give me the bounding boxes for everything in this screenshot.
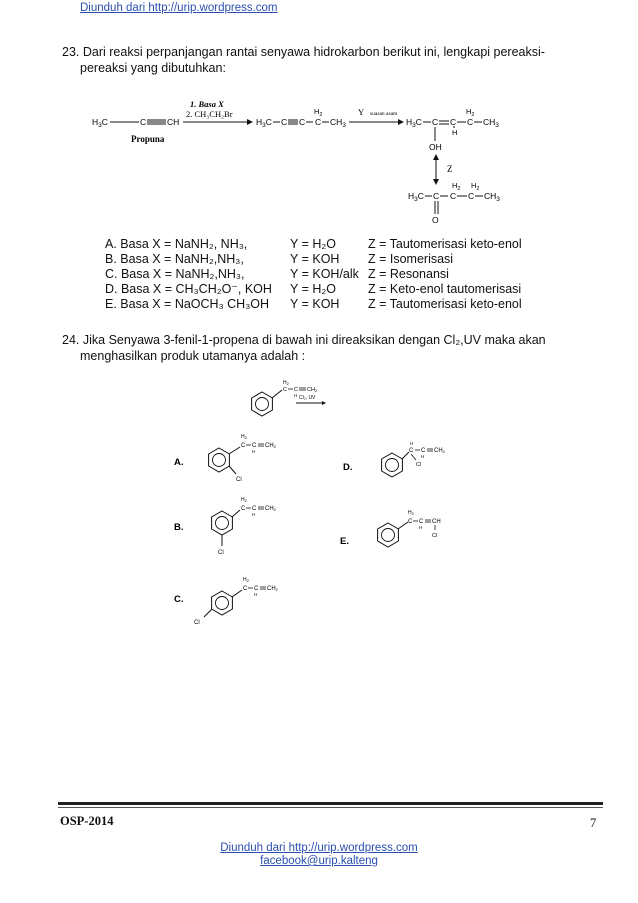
header-source-link[interactable]: Diunduh dari http://urip.wordpress.com xyxy=(80,2,278,14)
svg-text:CH3: $CH_3$ xyxy=(483,117,499,129)
svg-text:H2: $H_2$ xyxy=(408,510,414,516)
svg-text:C: C xyxy=(254,586,259,592)
option-a-y: Y = H₂O xyxy=(290,237,336,251)
svg-text:C: C xyxy=(241,506,246,512)
svg-text:H2: $H_2$ xyxy=(452,181,461,192)
svg-text:C: C xyxy=(450,191,457,201)
propyne-label: Propuna xyxy=(131,134,165,144)
structure-option-a[interactable] xyxy=(209,434,277,483)
svg-text:O: O xyxy=(432,215,439,225)
svg-text:H: H xyxy=(252,512,256,517)
svg-text:CH2: CH2 xyxy=(265,443,276,449)
option-e-z: Z = Tautomerisasi keto-enol xyxy=(368,297,522,311)
svg-text:C: C xyxy=(299,117,306,127)
footer-rule-thin xyxy=(58,807,603,808)
footer-source-link[interactable]: Diunduh dari http://urip.wordpress.com xyxy=(220,842,418,854)
svg-text:C: C xyxy=(468,191,475,201)
svg-text:CH2: CH2 xyxy=(307,387,318,393)
svg-text:Cl: Cl xyxy=(416,462,422,468)
footer-links xyxy=(0,842,638,868)
carbon-label: C xyxy=(140,117,147,127)
svg-text:Cl: Cl xyxy=(236,477,242,483)
svg-text:Cl: Cl xyxy=(194,620,200,626)
footer-rule xyxy=(58,802,603,805)
option-b-y: Y = KOH xyxy=(290,252,340,266)
q24-option-a-label[interactable]: A. xyxy=(174,457,184,468)
svg-text:H2: $H_2$ xyxy=(466,107,475,118)
svg-text:C: C xyxy=(281,117,288,127)
q24-option-e-label[interactable]: E. xyxy=(340,536,349,547)
option-d-z: Z = Keto-enol tautomerisasi xyxy=(368,282,522,296)
option-b-x: B. Basa X = NaNH₂,NH₃, xyxy=(105,252,244,266)
svg-text:CH2: CH2 xyxy=(265,506,276,512)
reagent-y-condition: suasan asam xyxy=(370,111,398,117)
svg-text:H: H xyxy=(419,525,423,530)
q24-option-d-label[interactable]: D. xyxy=(343,462,353,473)
svg-text:C: C xyxy=(421,448,426,454)
svg-text:C: C xyxy=(283,387,287,393)
option-d-y: Y = H₂O xyxy=(290,282,336,296)
svg-text:H2: $H_2$ xyxy=(471,181,480,192)
question-24-text-line2: menghasilkan produk utamanya adalah : xyxy=(80,349,306,363)
option-e-x: E. Basa X = NaOCH₃ CH₃OH xyxy=(105,297,270,311)
svg-text:OH: OH xyxy=(429,142,442,152)
option-d-x: D. Basa X = CH₃CH₂O⁻, KOH xyxy=(105,282,272,296)
svg-text:CH2: CH2 xyxy=(267,586,278,592)
ch-label: CH xyxy=(167,117,180,127)
propyne-formula: $H_3C$ xyxy=(92,117,108,129)
svg-text:CH3: $CH_3$ xyxy=(484,191,500,203)
option-c-y: Y = KOH/alk xyxy=(290,267,359,281)
option-e-y: Y = KOH xyxy=(290,297,340,311)
q24-option-c-label[interactable]: C. xyxy=(174,594,184,605)
q24-reagent: Cl₂, UV xyxy=(299,395,316,401)
svg-text:C: C xyxy=(450,117,457,127)
footer-exam-code: OSP-2014 xyxy=(60,814,114,828)
arrow-head-icon xyxy=(322,401,326,405)
svg-text:C: C xyxy=(315,117,322,127)
svg-text:H: H xyxy=(452,128,458,137)
svg-text:C: C xyxy=(467,117,474,127)
svg-text:C: C xyxy=(241,443,246,449)
svg-text:CH: CH xyxy=(432,519,441,525)
svg-text:C: C xyxy=(294,387,298,393)
pentyne-formula: $H_3C$ xyxy=(256,117,272,129)
structure-option-b[interactable] xyxy=(212,497,277,556)
question-23-text-line1: Dari reaksi perpanjangan rantai senyawa hidrokarbon berikut ini, lengkapi pereaksi- xyxy=(82,45,545,59)
question-24-text-line1: Jika Senyawa 3-fenil-1-propena di bawah ini direaksikan dengan Cl₂,UV maka akan xyxy=(82,333,546,347)
reagent-z-label: Z xyxy=(447,164,453,174)
option-c-z: Z = Resonansi xyxy=(368,267,449,281)
svg-text:CH2: CH2 xyxy=(434,448,445,454)
reagent-y-label: Y xyxy=(358,107,365,117)
question-24-number: 24. xyxy=(62,333,80,347)
svg-text:C: C xyxy=(409,448,414,454)
structure-option-c[interactable] xyxy=(194,577,279,626)
question-23-number: 23. xyxy=(62,45,80,59)
svg-text:C: C xyxy=(432,117,439,127)
option-b-z: Z = Isomerisasi xyxy=(368,252,454,266)
svg-text:H: H xyxy=(421,454,425,459)
svg-text:C: C xyxy=(419,519,424,525)
footer-facebook-link[interactable]: facebook@urip.kalteng xyxy=(260,855,378,867)
svg-text:C: C xyxy=(252,506,257,512)
step2-label: 2. CH₃CH₂Br xyxy=(186,109,233,119)
option-a-z: Z = Tautomerisasi keto-enol xyxy=(368,237,522,251)
svg-text:H: H xyxy=(252,449,256,454)
svg-text:C: C xyxy=(243,586,248,592)
svg-text:Cl: Cl xyxy=(432,533,438,539)
page-number: 7 xyxy=(590,816,597,830)
question-23-text-line2: pereaksi yang dibutuhkan: xyxy=(80,61,226,75)
svg-text:H: H xyxy=(294,393,298,398)
svg-text:C: C xyxy=(252,443,257,449)
ketone-formula: $H_3C$ xyxy=(408,191,424,203)
svg-text:H2: $H_2$ xyxy=(241,497,247,503)
option-a-x: A. Basa X = NaNH₂, NH₃, xyxy=(105,237,248,251)
svg-text:H2: $H_2$ xyxy=(243,577,249,583)
structure-option-d[interactable] xyxy=(382,441,446,477)
option-c-x: C. Basa X = NaNH₂,NH₃, xyxy=(105,267,245,281)
svg-text:H: H xyxy=(410,441,414,446)
structure-option-e[interactable] xyxy=(378,510,441,547)
svg-text:H2: $H_2$ xyxy=(241,434,247,440)
step1-label: 1. Basa X xyxy=(190,99,224,109)
q24-option-b-label[interactable]: B. xyxy=(174,522,184,533)
svg-text:H2: $H_2$ xyxy=(314,107,323,118)
enol-formula: $H_3C$ xyxy=(406,117,422,129)
svg-text:H: H xyxy=(254,592,258,597)
svg-text:Cl: Cl xyxy=(218,550,224,556)
svg-text:C: C xyxy=(408,519,413,525)
svg-text:CH3: $CH_3$ xyxy=(330,117,346,129)
svg-text:C: C xyxy=(433,191,440,201)
svg-text:H2: $H_2$ xyxy=(283,380,289,386)
